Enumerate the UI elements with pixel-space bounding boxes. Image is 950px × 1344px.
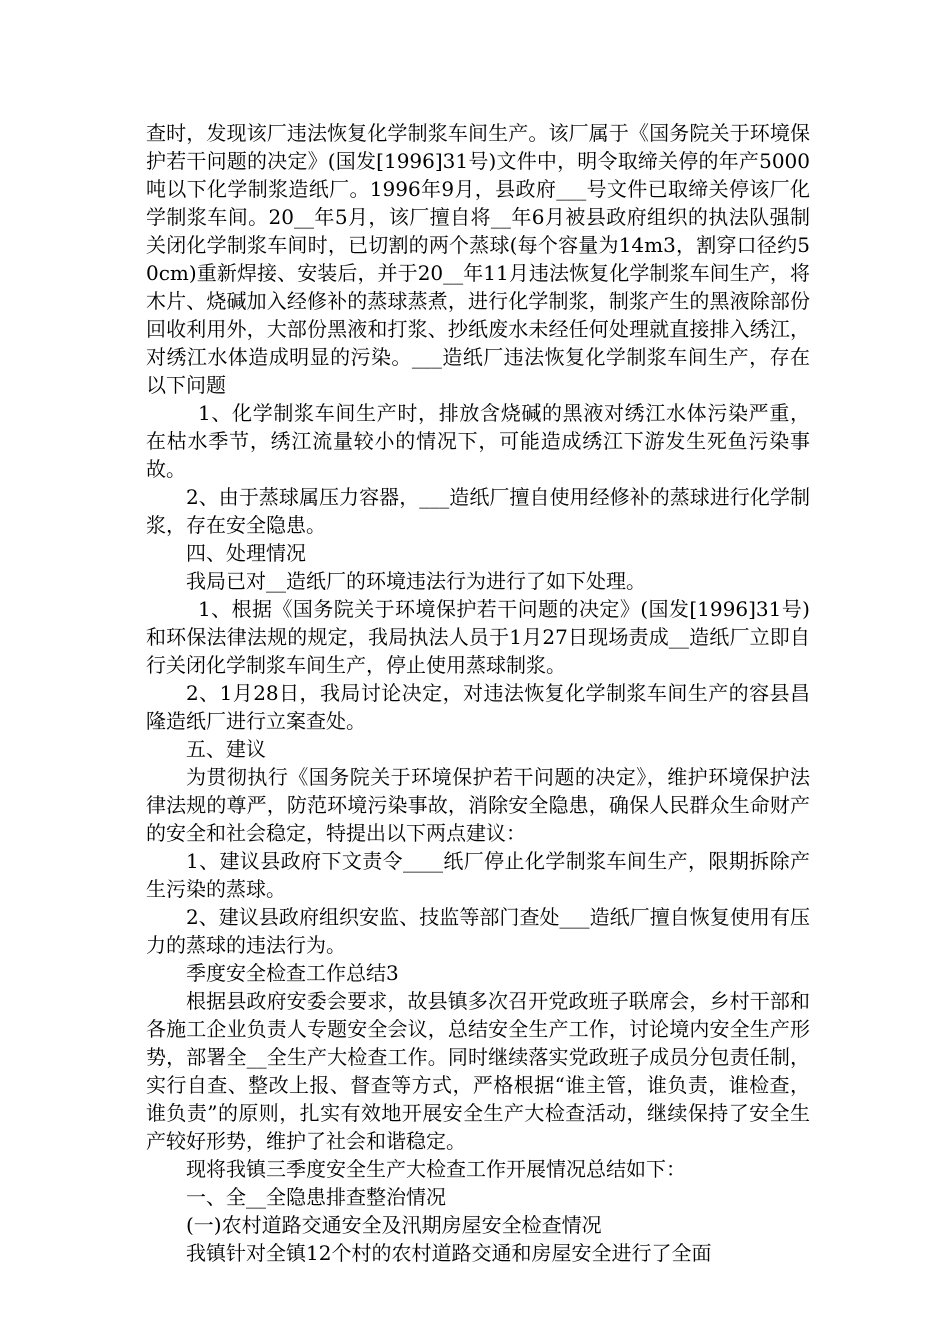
section-heading-4: 四、处理情况 — [186, 541, 306, 565]
paragraph-11: 2、建议县政府组织安监、技监等部门查处___造纸厂擅自恢复使用有压力的蒸球的违法行为。 — [146, 905, 810, 957]
paragraph-3: 2、由于蒸球属压力容器，___造纸厂擅自使用经修补的蒸球进行化学制浆，存在安全隐患。 — [146, 485, 810, 537]
paragraph-13: 根据县政府安委会要求，故县镇多次召开党政班子联席会，乡村干部和各施工企业负责人专题安全会议，总结安全生产工作，讨论境内安全生产形势，部署全__全生产大检查工作。同时继续落实党政班子成员分包责任制，实行自查、整改上报、督查等方式，严格根据“谁主管，谁负责，谁检查，谁负责”的原则，扎实有效地开展安全生产大检查活动，继续保持了安全生产较好形势，维护了社会和谐稳定。 — [146, 989, 810, 1153]
section-heading-1: 一、全__全隐患排查整治情况 — [186, 1185, 446, 1209]
paragraph-10: 1、建议县政府下文责令____纸厂停止化学制浆车间生产，限期拆除产生污染的蒸球。 — [146, 849, 810, 901]
paragraph-5: 我局已对__造纸厂的环境违法行为进行了如下处理。 — [186, 569, 646, 593]
paragraph-17: 我镇针对全镇12个村的农村道路交通和房屋安全进行了全面 — [186, 1241, 712, 1265]
document-title-3: 季度安全检查工作总结3 — [186, 961, 399, 985]
paragraph-2: 1、化学制浆车间生产时，排放含烧碱的黑液对绣江水体污染严重，在枯水季节，绣江流量较小的情况下，可能造成绣江下游发生死鱼污染事故。 — [146, 401, 810, 481]
subsection-heading-1: (一)农村道路交通安全及汛期房屋安全检查情况 — [186, 1213, 602, 1237]
document-body — [146, 119, 810, 1267]
paragraph-14: 现将我镇三季度安全生产大检查工作开展情况总结如下： — [186, 1157, 686, 1181]
paragraph-7: 2、1月28日，我局讨论决定，对违法恢复化学制浆车间生产的容县昌隆造纸厂进行立案查处。 — [146, 681, 810, 733]
paragraph-9: 为贯彻执行《国务院关于环境保护若干问题的决定》，维护环境保护法律法规的尊严，防范环境污染事故，消除安全隐患，确保人民群众生命财产的安全和社会稳定，特提出以下两点建议： — [146, 765, 810, 845]
section-heading-5: 五、建议 — [186, 737, 266, 761]
paragraph-1: 查时，发现该厂违法恢复化学制浆车间生产。该厂属于《国务院关于环境保护若干问题的决定》(国发[1996]31号)文件中，明令取缔关停的年产5000吨以下化学制浆造纸厂。1996年9月，县政府___号文件已取缔关停该厂化学制浆车间。20__年5月，该厂擅自将__年6月被县政府组织的执法队强制关闭化学制浆车间时，已切割的两个蒸球(每个容量为14m3，割穿口径约50cm)重新焊接、安装后，并于20__年11月违法恢复化学制浆车间生产，将木片、烧碱加入经修补的蒸球蒸煮，进行化学制浆，制浆产生的黑液除部份回收利用外，大部份黑液和打浆、抄纸废水未经任何处理就直接排入绣江，对绣江水体造成明显的污染。___造纸厂违法恢复化学制浆车间生产，存在以下问题 — [146, 121, 810, 397]
paragraph-6: 1、根据《国务院关于环境保护若干问题的决定》(国发[1996]31号)和环保法律法规的规定，我局执法人员于1月27日现场责成__造纸厂立即自行关闭化学制浆车间生产，停止使用蒸球制浆。 — [146, 597, 810, 677]
